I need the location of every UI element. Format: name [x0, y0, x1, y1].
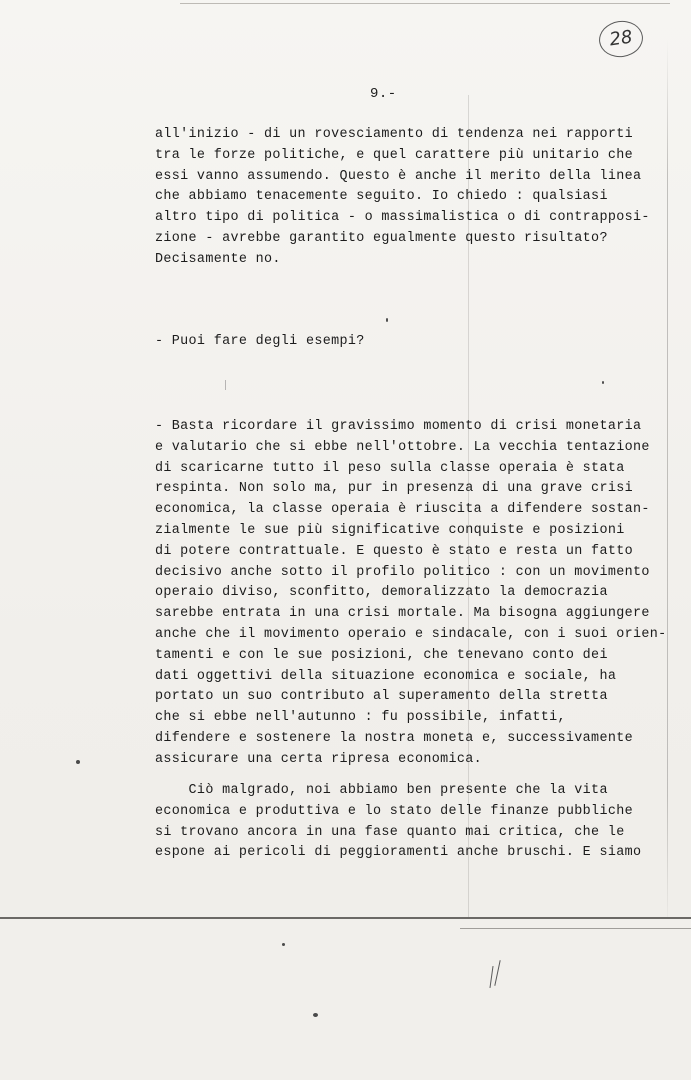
ink-speck: [602, 381, 604, 384]
paste-edge-vertical: [667, 40, 668, 930]
paste-edge-horizontal: [0, 917, 691, 919]
paragraph-2: - Basta ricordare il gravissimo momento di crisi monetaria e valutario che si ebbe nell'ottobre. La vecchia tentazione di scaricarne tutto il peso sulla classe operaia è stata respinta. Non solo ma, pur in presenza di una grave crisi economica, la classe operaia è riuscita a difendere sostan- zialmente le sue più significative conquiste e posizioni di potere contrattuale. E questo è stato e resta un fatto decisivo anche sotto il profilo politico : con un movimento operaio diviso, sconfitto, demoralizzato la democrazia sarebbe entrata in una crisi mortale. Ma bisogna aggiungere anche che il movimento operaio e sindacale, con i suoi orien- tamenti e con le sue posizioni, che tenevano conto dei dati oggettivi della situazione economica e sociale, ha portato un suo contributo al superamento della stretta che si ebbe nell'autunno : fu possibile, infatti, difendere e sostenere la nostra moneta e, successivamente assicurare una certa ripresa economica.: [155, 419, 667, 767]
interview-question: - Puoi fare degli esempi?: [155, 334, 365, 349]
top-edge-line: [180, 3, 670, 4]
ink-speck: [313, 1013, 318, 1017]
paragraph-1: all'inizio - di un rovesciamento di tendenza nei rapporti tra le forze politiche, e quel carattere più unitario che essi vanno assumendo. Questo è anche il merito della linea che abbiamo tenacemente seguito. Io chiedo : qualsiasi altro tipo di politica - o massimalistica o di contrapposi- zione - avrebbe garantito egualmente questo risultato? Decisamente no.: [155, 127, 650, 267]
paste-edge-horizontal-secondary: [460, 928, 691, 929]
page-stamp-circle: 28: [597, 18, 646, 60]
lower-paper-area: [0, 919, 691, 1080]
paragraph-3: Ciò malgrado, noi abbiamo ben presente che la vita economica e produttiva e lo stato delle finanze pubbliche si trovano ancora in una fase quanto mai critica, che le espone ai pericoli di peggioramenti anche bruschi. E siamo: [155, 783, 642, 861]
ink-speck: [76, 760, 80, 764]
ink-speck: [386, 318, 388, 322]
pencil-mark: [225, 380, 226, 390]
page-number: 9.-: [370, 86, 397, 102]
ink-speck: [282, 943, 285, 946]
